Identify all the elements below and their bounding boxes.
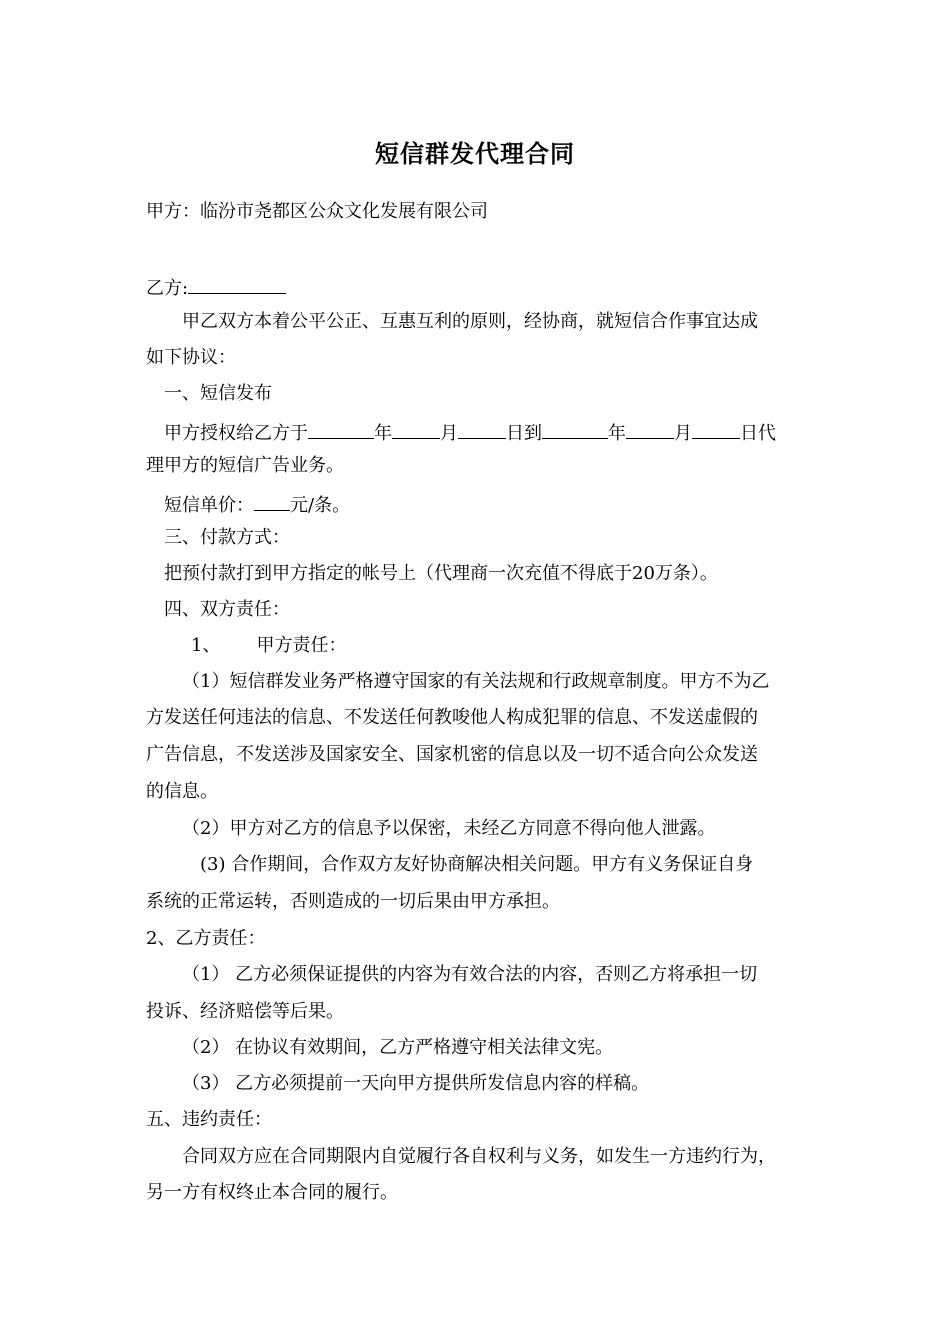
party-b-duty-2: （2） 在协议有效期间，乙方严格遵守相关法律文宪。 [182,1037,614,1058]
party-a-duty-heading [191,634,346,658]
party-b-blank [188,273,286,294]
section-1-period-line-2: 理甲方的短信广告业务。 [146,455,344,476]
party-a-duty-2: （2）甲方对乙方的信息予以保密，未经乙方同意不得向他人泄露。 [182,818,716,839]
party-b-duty-heading: 2、乙方责任： [146,928,266,949]
period-text-start: 甲方授权给乙方于 [164,423,308,444]
price-label: 短信单价： [164,495,254,516]
party-a-duty-1-line-3: 广告信息，不发送涉及国家安全、国家机密的信息以及一切不适合向公众发送 [146,744,758,765]
start-day-blank [458,418,506,439]
year-label: 年 [608,423,626,444]
year-label: 年 [374,423,392,444]
document-title: 短信群发代理合同 [375,139,575,168]
breach-line-1: 合同双方应在合同期限内自觉履行各自权利与义务，如发生一方违约行为， [182,1146,776,1167]
end-month-blank [626,418,674,439]
party-b-duty-1-line-2: 投诉、经济赔偿等后果。 [146,1001,344,1022]
breach-line-2: 另一方有权终止本合同的履行。 [146,1182,398,1203]
section-1-heading: 一、短信发布 [164,383,272,404]
section-5-heading: 五、违约责任： [146,1109,272,1130]
party-a-duty-1-line-4: 的信息。 [146,781,218,802]
day-label: 日代 [740,423,776,444]
payment-line: 把预付款打到甲方指定的帐号上（代理商一次充值不得底于20万条）。 [164,563,718,584]
party-b-label: 乙方: [146,278,189,299]
party-a-duty-3-line-2: 系统的正常运转，否则造成的一切后果由甲方承担。 [146,891,560,912]
party-a-duty-3-line-1: (3) 合作期间，合作双方友好协商解决相关问题。甲方有义务保证自身 [200,854,754,875]
party-a-duty-1-line-1: （1）短信群发业务严格遵守国家的有关法规和行政规章制度。甲方不为乙 [182,671,770,692]
party-b-duty-3: （3） 乙方必须提前一天向甲方提供所发信息内容的样稿。 [182,1073,650,1094]
party-b-line [146,273,286,301]
day-to-label: 日到 [506,423,542,444]
start-year-blank [308,418,374,439]
duty-number: 1、 [191,635,221,656]
section-4-heading: 四、双方责任： [164,599,290,620]
section-1-period-line [164,418,776,446]
price-line [164,490,350,518]
party-b-duty-1-line-1: （1） 乙方必须保证提供的内容为有效合法的内容，否则乙方将承担一切 [182,964,758,985]
month-label: 月 [440,423,458,444]
end-year-blank [542,418,608,439]
party-a-duty-1-line-2: 方发送任何违法的信息、不发送任何教唆他人构成犯罪的信息、不发送虚假的 [146,707,758,728]
month-label: 月 [674,423,692,444]
start-month-blank [392,418,440,439]
section-3-heading: 三、付款方式： [164,527,290,548]
party-a-line: 甲方：临汾市尧都区公众文化发展有限公司 [146,201,488,222]
intro-line-2: 如下协议： [146,347,236,368]
end-day-blank [692,418,740,439]
price-blank [254,490,290,511]
intro-line-1: 甲乙双方本着公平公正、互惠互利的原则，经协商，就短信合作事宜达成 [182,311,758,332]
duty-title: 甲方责任： [256,635,347,656]
price-unit: 元/条。 [290,495,351,516]
